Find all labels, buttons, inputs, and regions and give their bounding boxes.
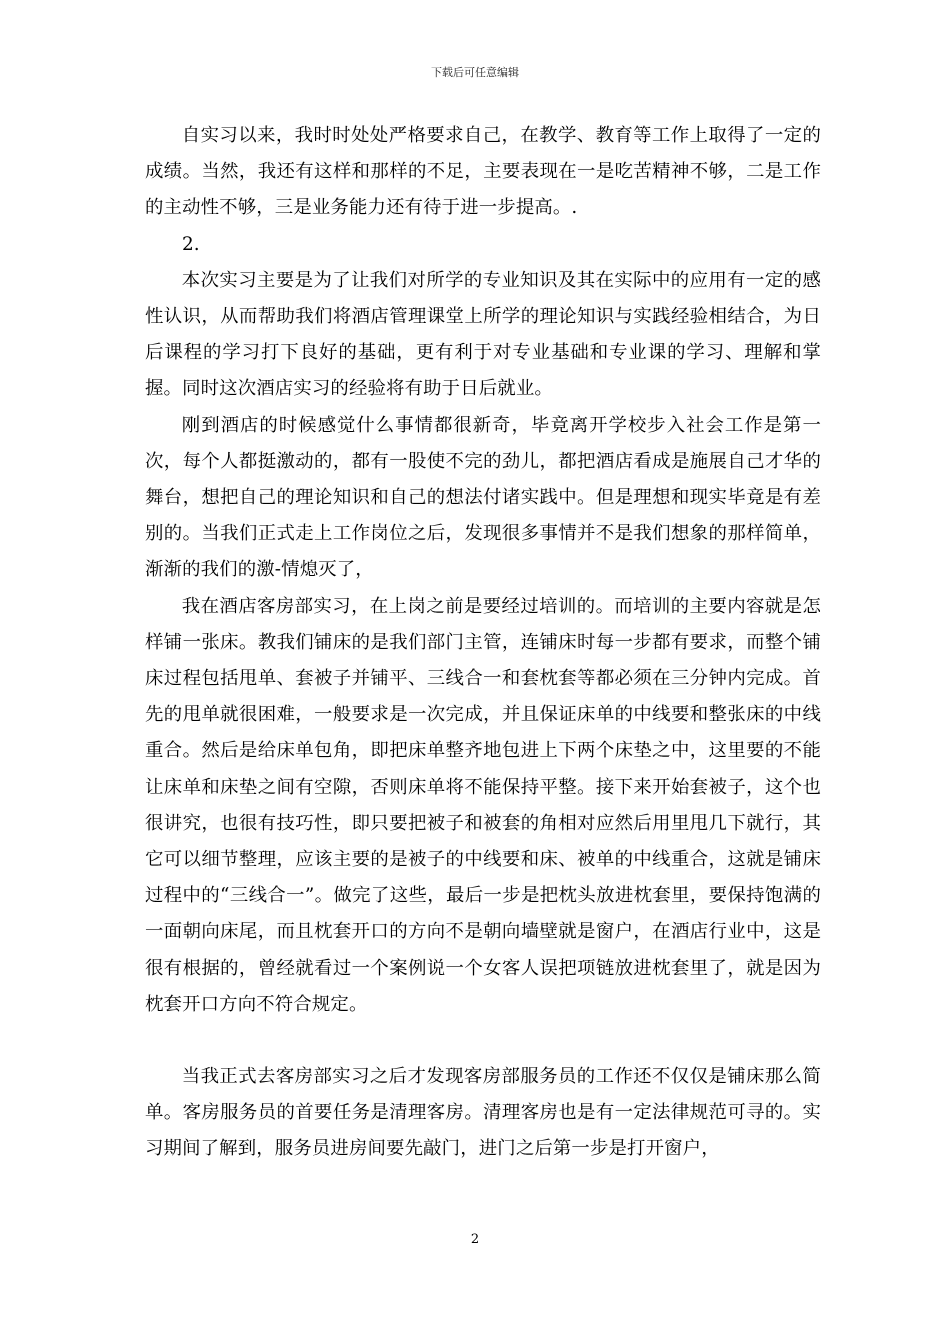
page-number: 2 [470, 1232, 480, 1247]
paragraph-gap [145, 1023, 821, 1059]
paragraph-3: 刚到酒店的时候感觉什么事情都很新奇，毕竟离开学校步入社会工作是第一次，每个人都挺激动的，都有一股使不完的劲儿，都把酒店看成是施展自己才华的舞台，想把自己的理论知识和自己的想法付诸实践中。但是理想和现实毕竟是有差别的。当我们正式走上工作岗位之后，发现很多事情并不是我们想象的那样简单，渐渐的我们的激-情熄灭了， [145, 414, 821, 581]
paragraph-4: 我在酒店客房部实习，在上岗之前是要经过培训的。而培训的主要内容就是怎样铺一张床。教我们铺床的是我们部门主管，连铺床时每一步都有要求，而整个铺床过程包括甩单、套被子并铺平、三线合一和套枕套等都必须在三分钟内完成。首先的甩单就很困难，一般要求是一次完成，并且保证床单的中线要和整张床的中线重合。然后是给床单包角，即把床单整齐地包进上下两个床垫之中，这里要的不能让床单和床垫之间有空隙，否则床单将不能保持平整。接下来开始套被子，这个也很讲究，也很有技巧性，即只要把被子和被套的角相对应然后用里甩几下就行，其它可以细节整理，应该主要的是被子的中线要和床、被单的中线重合，这就是铺床过程中的“三线合一”。做完了这些，最后一步是把枕头放进枕套里，要保持饱满的一面朝向床尾，而且枕套开口的方向不是朝向墙壁就是窗户，在酒店行业中，这是很有根据的，曾经就看过一个案例说一个女客人误把项链放进枕套里了，就是因为枕套开口方向不符合规定。 [145, 595, 821, 1015]
page-header: 下载后可任意编辑 [431, 66, 519, 79]
paragraph-1: 自实习以来，我时时处处严格要求自己，在教学、教育等工作上取得了一定的成绩。当然，我还有这样和那样的不足，主要表现在一是吃苦精神不够，二是工作的主动性不够，三是业务能力还有待于进一步提高。. [145, 125, 821, 219]
paragraph-5: 当我正式去客房部实习之后才发现客房部服务员的工作还不仅仅是铺床那么简单。客房服务员的首要任务是清理客房。清理客房也是有一定法律规范可寻的。实习期间了解到，服务员进房间要先敲门，进门之后第一步是打开窗户， [145, 1066, 821, 1160]
paragraph-2: 本次实习主要是为了让我们对所学的专业知识及其在实际中的应用有一定的感性认识，从而帮助我们将酒店管理课堂上所学的理论知识与实践经验相结合，为日后课程的学习打下良好的基础，更有利于对专业基础和专业课的学习、理解和掌握。同时这次酒店实习的经验将有助于日后就业。 [145, 269, 821, 400]
section-number: 2. [182, 233, 200, 255]
document-body [145, 118, 821, 1168]
